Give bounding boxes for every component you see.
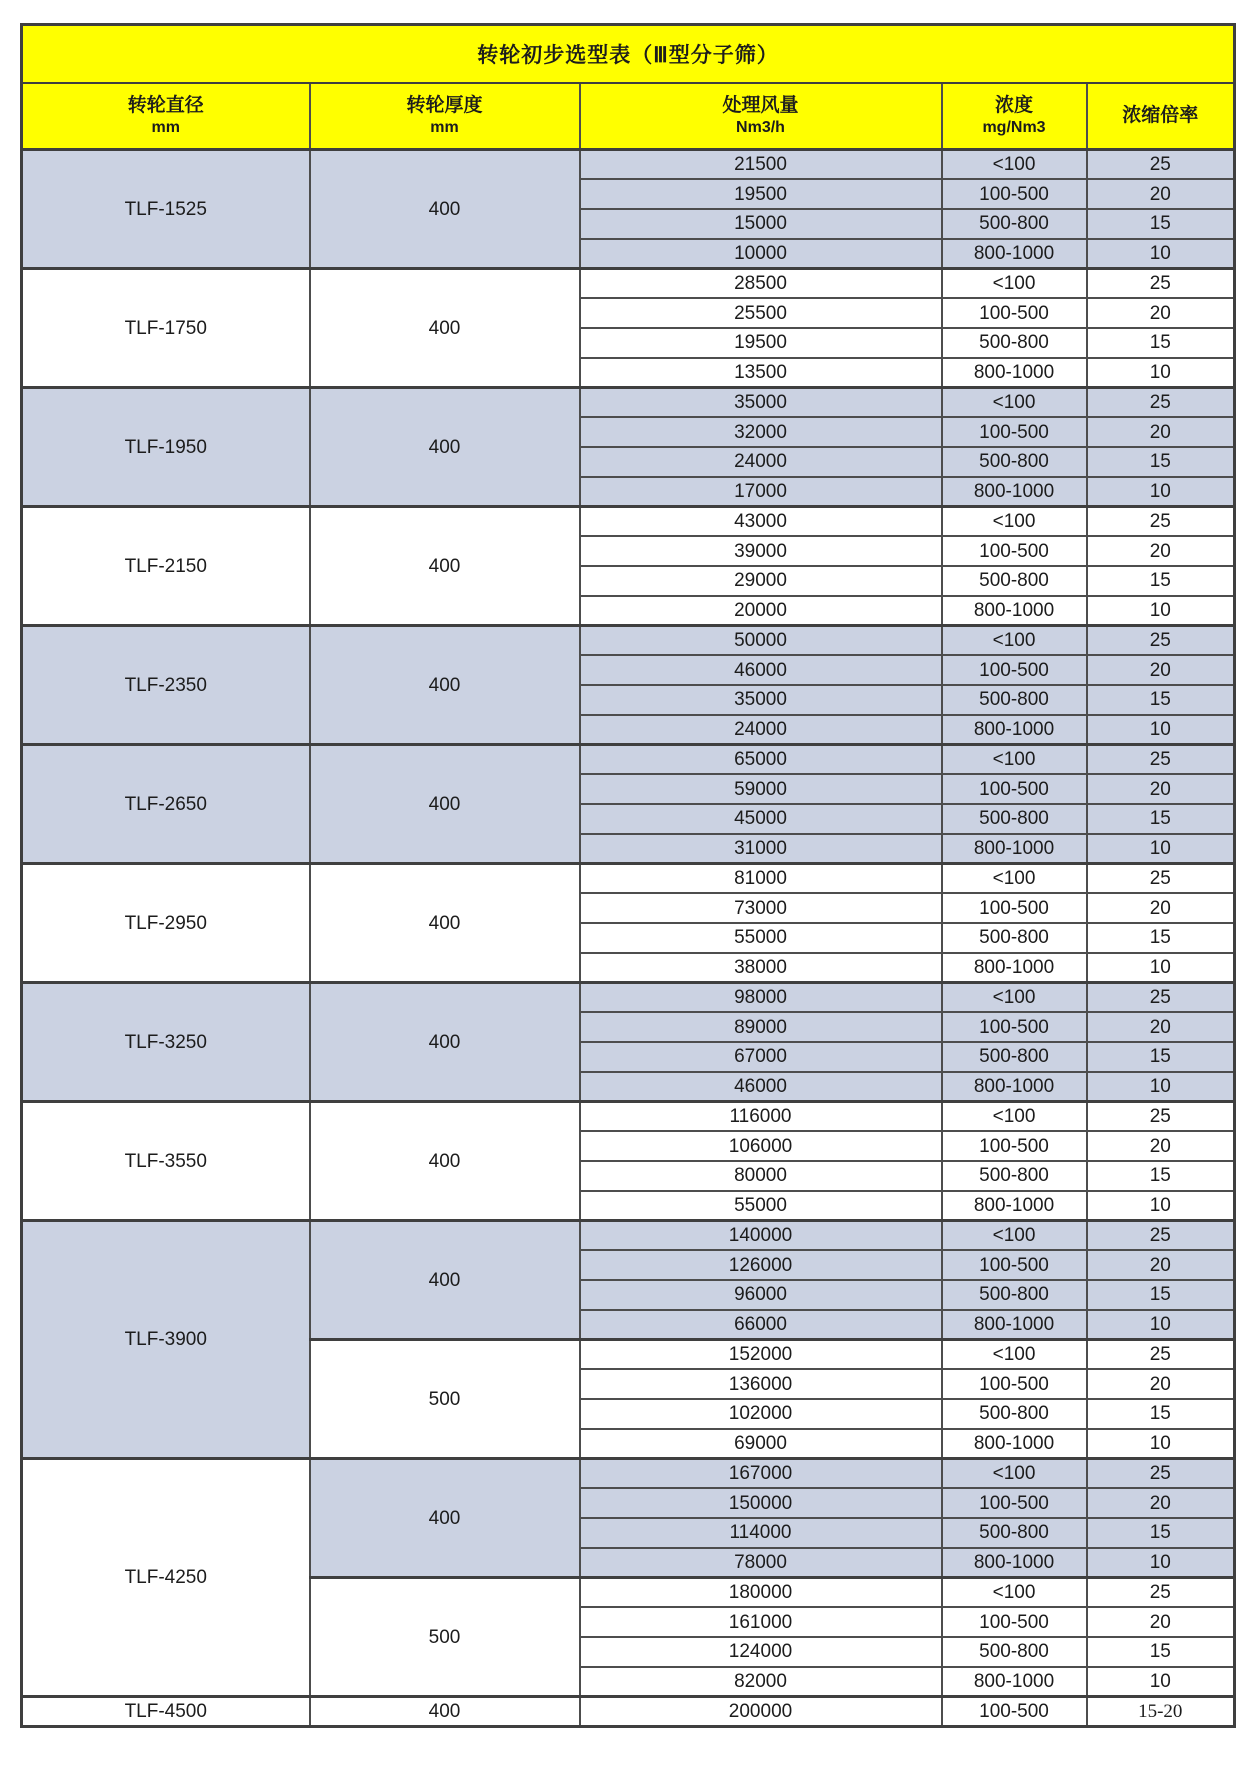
airflow-cell: 80000	[580, 1161, 942, 1191]
concentration-cell: 500-800	[942, 685, 1087, 715]
airflow-cell: 46000	[580, 1072, 942, 1102]
concentration-cell: 800-1000	[942, 477, 1087, 507]
concentration-cell: 100-500	[942, 1250, 1087, 1280]
thickness-cell: 400	[310, 388, 580, 507]
concentration-cell: 500-800	[942, 447, 1087, 477]
airflow-cell: 67000	[580, 1042, 942, 1072]
concentration-cell: 100-500	[942, 1012, 1087, 1042]
concentration-cell: 100-500	[942, 893, 1087, 923]
ratio-cell: 10	[1087, 1310, 1235, 1340]
ratio-cell: 20	[1087, 536, 1235, 566]
concentration-cell: 500-800	[942, 1399, 1087, 1429]
concentration-cell: 800-1000	[942, 1429, 1087, 1459]
concentration-cell: 100-500	[942, 1697, 1087, 1727]
airflow-cell: 78000	[580, 1548, 942, 1578]
airflow-cell: 116000	[580, 1102, 942, 1132]
model-cell: TLF-3250	[22, 983, 310, 1102]
airflow-cell: 46000	[580, 655, 942, 685]
table-row	[22, 1102, 1235, 1132]
thickness-cell: 500	[310, 1340, 580, 1459]
col-header-label: 浓缩倍率	[1122, 105, 1199, 126]
concentration-cell: <100	[942, 1102, 1087, 1132]
concentration-cell: 100-500	[942, 298, 1087, 328]
ratio-cell: 25	[1087, 507, 1235, 537]
col-header-unit: Nm3/h	[736, 119, 785, 136]
concentration-cell: <100	[942, 983, 1087, 1013]
concentration-cell: 500-800	[942, 1042, 1087, 1072]
model-cell: TLF-3550	[22, 1102, 310, 1221]
concentration-cell: 800-1000	[942, 1310, 1087, 1340]
concentration-cell: <100	[942, 1221, 1087, 1251]
airflow-cell: 24000	[580, 715, 942, 745]
concentration-cell: 500-800	[942, 1280, 1087, 1310]
table-row	[22, 388, 1235, 418]
concentration-cell: <100	[942, 388, 1087, 418]
col-header-label: 浓度	[994, 95, 1033, 116]
ratio-cell: 25	[1087, 1459, 1235, 1489]
airflow-cell: 35000	[580, 388, 942, 418]
thickness-cell: 400	[310, 1459, 580, 1578]
airflow-cell: 161000	[580, 1607, 942, 1637]
ratio-cell: 10	[1087, 239, 1235, 269]
concentration-cell: <100	[942, 269, 1087, 299]
model-cell: TLF-4250	[22, 1459, 310, 1697]
ratio-cell: 25	[1087, 1340, 1235, 1370]
concentration-cell: <100	[942, 1459, 1087, 1489]
concentration-cell: <100	[942, 1340, 1087, 1370]
ratio-cell: 25	[1087, 269, 1235, 299]
ratio-cell: 15	[1087, 685, 1235, 715]
ratio-cell: 20	[1087, 774, 1235, 804]
concentration-cell: 800-1000	[942, 239, 1087, 269]
thickness-cell: 400	[310, 1221, 580, 1340]
thickness-cell: 400	[310, 507, 580, 626]
ratio-cell: 15	[1087, 923, 1235, 953]
ratio-cell: 25	[1087, 1578, 1235, 1608]
col-header-unit: mm	[430, 119, 459, 136]
concentration-cell: 500-800	[942, 804, 1087, 834]
airflow-cell: 19500	[580, 328, 942, 358]
airflow-cell: 124000	[580, 1637, 942, 1667]
airflow-cell: 59000	[580, 774, 942, 804]
col-header-concentration	[942, 83, 1087, 150]
ratio-cell: 10	[1087, 1667, 1235, 1697]
concentration-cell: <100	[942, 150, 1087, 180]
ratio-cell: 20	[1087, 893, 1235, 923]
model-cell: TLF-1525	[22, 150, 310, 269]
airflow-cell: 15000	[580, 209, 942, 239]
airflow-cell: 73000	[580, 893, 942, 923]
title-row	[22, 25, 1235, 84]
ratio-cell: 15	[1087, 328, 1235, 358]
thickness-cell: 400	[310, 269, 580, 388]
table-row	[22, 1221, 1235, 1251]
airflow-cell: 32000	[580, 417, 942, 447]
table-row	[22, 507, 1235, 537]
airflow-cell: 152000	[580, 1340, 942, 1370]
airflow-cell: 29000	[580, 566, 942, 596]
airflow-cell: 31000	[580, 834, 942, 864]
ratio-cell: 10	[1087, 596, 1235, 626]
ratio-cell: 25	[1087, 1221, 1235, 1251]
ratio-cell: 10	[1087, 834, 1235, 864]
concentration-cell: 500-800	[942, 1518, 1087, 1548]
ratio-cell: 25	[1087, 1102, 1235, 1132]
concentration-cell: 100-500	[942, 1369, 1087, 1399]
concentration-cell: 500-800	[942, 328, 1087, 358]
ratio-cell: 25	[1087, 983, 1235, 1013]
selection-table	[20, 23, 1236, 1728]
airflow-cell: 39000	[580, 536, 942, 566]
thickness-cell: 500	[310, 1578, 580, 1697]
airflow-cell: 19500	[580, 179, 942, 209]
ratio-cell: 20	[1087, 298, 1235, 328]
ratio-cell: 20	[1087, 179, 1235, 209]
ratio-cell: 20	[1087, 655, 1235, 685]
col-header-ratio	[1087, 83, 1235, 150]
model-cell: TLF-1750	[22, 269, 310, 388]
concentration-cell: <100	[942, 864, 1087, 894]
ratio-cell: 20	[1087, 1131, 1235, 1161]
ratio-cell: 20	[1087, 1369, 1235, 1399]
model-cell: TLF-1950	[22, 388, 310, 507]
col-header-diameter	[22, 83, 310, 150]
ratio-cell: 20	[1087, 1607, 1235, 1637]
airflow-cell: 24000	[580, 447, 942, 477]
airflow-cell: 96000	[580, 1280, 942, 1310]
airflow-cell: 167000	[580, 1459, 942, 1489]
table-row	[22, 1459, 1235, 1489]
airflow-cell: 136000	[580, 1369, 942, 1399]
concentration-cell: 800-1000	[942, 596, 1087, 626]
table-row	[22, 864, 1235, 894]
concentration-cell: 500-800	[942, 923, 1087, 953]
concentration-cell: 100-500	[942, 1607, 1087, 1637]
airflow-cell: 10000	[580, 239, 942, 269]
ratio-cell: 15	[1087, 566, 1235, 596]
airflow-cell: 150000	[580, 1488, 942, 1518]
airflow-cell: 106000	[580, 1131, 942, 1161]
model-cell: TLF-2650	[22, 745, 310, 864]
airflow-cell: 81000	[580, 864, 942, 894]
col-header-thickness	[310, 83, 580, 150]
airflow-cell: 126000	[580, 1250, 942, 1280]
ratio-cell: 10	[1087, 953, 1235, 983]
concentration-cell: 500-800	[942, 1161, 1087, 1191]
concentration-cell: 800-1000	[942, 1191, 1087, 1221]
airflow-cell: 69000	[580, 1429, 942, 1459]
thickness-cell: 400	[310, 626, 580, 745]
col-header-unit: mg/Nm3	[982, 119, 1046, 136]
airflow-cell: 55000	[580, 1191, 942, 1221]
ratio-cell: 25	[1087, 864, 1235, 894]
airflow-cell: 35000	[580, 685, 942, 715]
concentration-cell: 100-500	[942, 179, 1087, 209]
ratio-cell: 25	[1087, 388, 1235, 418]
table-body	[22, 150, 1235, 1727]
ratio-cell: 15	[1087, 1280, 1235, 1310]
airflow-cell: 140000	[580, 1221, 942, 1251]
concentration-cell: <100	[942, 745, 1087, 775]
ratio-cell: 10	[1087, 715, 1235, 745]
concentration-cell: <100	[942, 507, 1087, 537]
concentration-cell: 100-500	[942, 417, 1087, 447]
concentration-cell: <100	[942, 626, 1087, 656]
ratio-cell: 10	[1087, 1429, 1235, 1459]
concentration-cell: 500-800	[942, 209, 1087, 239]
concentration-cell: 800-1000	[942, 953, 1087, 983]
table-row	[22, 626, 1235, 656]
ratio-cell: 15	[1087, 1161, 1235, 1191]
thickness-cell: 400	[310, 1102, 580, 1221]
ratio-cell: 20	[1087, 417, 1235, 447]
airflow-cell: 89000	[580, 1012, 942, 1042]
airflow-cell: 50000	[580, 626, 942, 656]
ratio-cell: 15	[1087, 1518, 1235, 1548]
concentration-cell: 100-500	[942, 774, 1087, 804]
ratio-cell: 20	[1087, 1012, 1235, 1042]
table-row	[22, 150, 1235, 180]
airflow-cell: 45000	[580, 804, 942, 834]
airflow-cell: 65000	[580, 745, 942, 775]
concentration-cell: 100-500	[942, 1131, 1087, 1161]
airflow-cell: 180000	[580, 1578, 942, 1608]
airflow-cell: 98000	[580, 983, 942, 1013]
ratio-cell: 20	[1087, 1488, 1235, 1518]
thickness-cell: 400	[310, 1697, 580, 1727]
ratio-cell: 15	[1087, 1637, 1235, 1667]
table-row	[22, 1697, 1235, 1727]
concentration-cell: 500-800	[942, 1637, 1087, 1667]
table-row	[22, 269, 1235, 299]
thickness-cell: 400	[310, 864, 580, 983]
airflow-cell: 25500	[580, 298, 942, 328]
col-header-label: 处理风量	[722, 95, 799, 116]
thickness-cell: 400	[310, 745, 580, 864]
model-cell: TLF-2350	[22, 626, 310, 745]
concentration-cell: 500-800	[942, 566, 1087, 596]
ratio-cell: 10	[1087, 1548, 1235, 1578]
airflow-cell: 21500	[580, 150, 942, 180]
table-row	[22, 745, 1235, 775]
model-cell: TLF-4500	[22, 1697, 310, 1727]
concentration-cell: 800-1000	[942, 358, 1087, 388]
ratio-cell: 15	[1087, 209, 1235, 239]
concentration-cell: 800-1000	[942, 1548, 1087, 1578]
concentration-cell: 800-1000	[942, 834, 1087, 864]
ratio-cell: 20	[1087, 1250, 1235, 1280]
ratio-cell: 10	[1087, 477, 1235, 507]
ratio-cell: 25	[1087, 745, 1235, 775]
col-header-unit: mm	[151, 119, 180, 136]
airflow-cell: 28500	[580, 269, 942, 299]
concentration-cell: 100-500	[942, 1488, 1087, 1518]
airflow-cell: 20000	[580, 596, 942, 626]
ratio-cell: 15	[1087, 447, 1235, 477]
concentration-cell: 800-1000	[942, 1072, 1087, 1102]
ratio-cell: 10	[1087, 1191, 1235, 1221]
header-row	[22, 83, 1235, 150]
airflow-cell: 102000	[580, 1399, 942, 1429]
concentration-cell: <100	[942, 1578, 1087, 1608]
airflow-cell: 200000	[580, 1697, 942, 1727]
model-cell: TLF-2150	[22, 507, 310, 626]
col-header-label: 转轮直径	[127, 95, 204, 116]
ratio-cell: 15-20	[1087, 1697, 1235, 1727]
airflow-cell: 43000	[580, 507, 942, 537]
thickness-cell: 400	[310, 150, 580, 269]
concentration-cell: 100-500	[942, 655, 1087, 685]
table-title: 转轮初步选型表（Ⅲ型分子筛）	[22, 25, 1235, 84]
concentration-cell: 800-1000	[942, 1667, 1087, 1697]
airflow-cell: 82000	[580, 1667, 942, 1697]
concentration-cell: 100-500	[942, 536, 1087, 566]
airflow-cell: 17000	[580, 477, 942, 507]
table-row	[22, 983, 1235, 1013]
airflow-cell: 55000	[580, 923, 942, 953]
ratio-cell: 15	[1087, 1399, 1235, 1429]
model-cell: TLF-2950	[22, 864, 310, 983]
model-cell: TLF-3900	[22, 1221, 310, 1459]
ratio-cell: 25	[1087, 626, 1235, 656]
ratio-cell: 25	[1087, 150, 1235, 180]
ratio-cell: 15	[1087, 1042, 1235, 1072]
airflow-cell: 114000	[580, 1518, 942, 1548]
concentration-cell: 800-1000	[942, 715, 1087, 745]
ratio-cell: 10	[1087, 358, 1235, 388]
col-header-label: 转轮厚度	[406, 95, 483, 116]
airflow-cell: 66000	[580, 1310, 942, 1340]
airflow-cell: 38000	[580, 953, 942, 983]
ratio-cell: 10	[1087, 1072, 1235, 1102]
ratio-cell: 15	[1087, 804, 1235, 834]
airflow-cell: 13500	[580, 358, 942, 388]
col-header-airflow	[580, 83, 942, 150]
thickness-cell: 400	[310, 983, 580, 1102]
